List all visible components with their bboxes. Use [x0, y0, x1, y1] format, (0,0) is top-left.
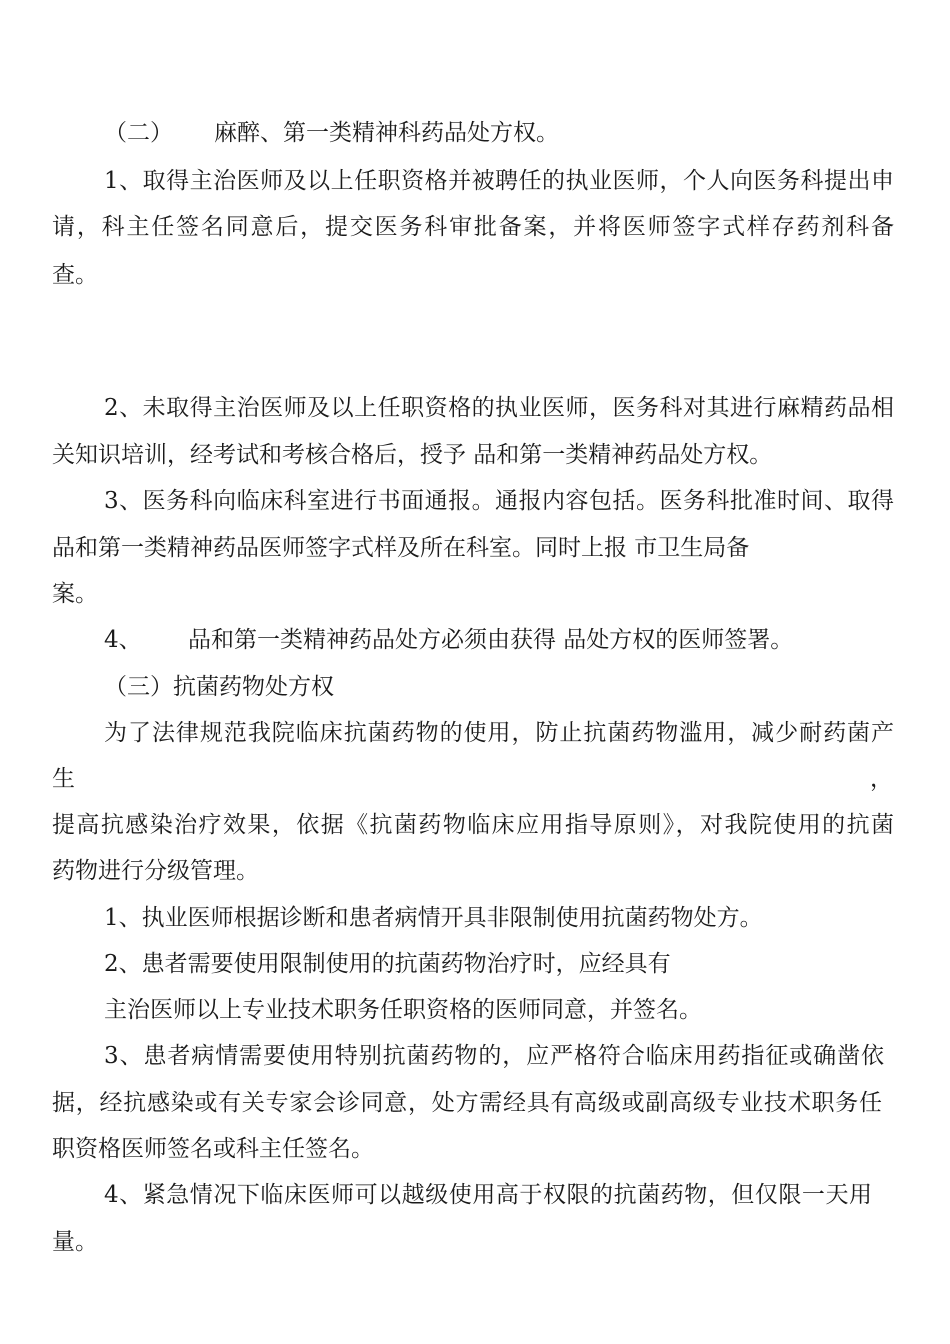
section3-heading: （三）抗菌药物处方权: [104, 674, 334, 700]
section3-item3-line3: 职资格医师签名或科主任签名。: [52, 1136, 374, 1162]
section2-item4-text: 品和第一类精神药品处方必须由获得 品处方权的医师签署。: [188, 627, 794, 653]
section2-item2-line2: 关知识培训，经考试和考核合格后，授予 品和第一类精神药品处方权。: [52, 442, 773, 468]
section3-item3-line2: 据，经抗感染或有关专家会诊同意，处方需经具有高级或副高级专业技术职务任: [52, 1090, 882, 1116]
section3-intro-line2b: ，: [870, 766, 893, 792]
section2-item1-line1: 1、取得主治医师及以上任职资格并被聘任的执业医师，个人向医务科提出申: [104, 168, 894, 194]
section3-item3-line1: 3、患者病情需要使用特别抗菌药物的，应严格符合临床用药指征或确凿依: [104, 1043, 884, 1069]
section3-item4-line2: 量。: [52, 1229, 98, 1255]
section3-item2-line2: 主治医师以上专业技术职务任职资格的医师同意，并签名。: [104, 997, 702, 1023]
section3-intro-line2a: 生: [52, 766, 75, 792]
section3-intro-line4: 药物进行分级管理。: [52, 858, 259, 884]
section2-heading-number: （二）: [104, 120, 173, 146]
section2-item2-line1: 2、未取得主治医师及以上任职资格的执业医师，医务科对其进行麻精药品相: [104, 395, 894, 421]
section2-item4-number: 4、: [104, 627, 142, 653]
section3-intro-line3: 提高抗感染治疗效果，依据《抗菌药物临床应用指导原则》，对我院使用的抗菌: [52, 812, 894, 838]
section2-item3-line2: 品和第一类精神药品医师签字式样及所在科室。同时上报 市卫生局备: [52, 535, 750, 561]
section3-item1: 1、执业医师根据诊断和患者病情开具非限制使用抗菌药物处方。: [104, 905, 763, 931]
section2-item3-line1: 3、医务科向临床科室进行书面通报。通报内容包括。医务科批准时间、取得: [104, 488, 894, 514]
section2-item1-line3: 查。: [52, 262, 98, 288]
section2-item1-line2: 请，科主任签名同意后，提交医务科审批备案，并将医师签字式样存药剂科备: [52, 214, 894, 240]
section2-item3-line3: 案。: [52, 581, 98, 607]
section2-heading: 麻醉、第一类精神科药品处方权。: [214, 120, 559, 146]
section3-intro-line1: 为了法律规范我院临床抗菌药物的使用，防止抗菌药物滥用，减少耐药菌产: [104, 720, 894, 746]
section3-item2-line1: 2、患者需要使用限制使用的抗菌药物治疗时，应经具有: [104, 951, 671, 977]
section3-item4-line1: 4、紧急情况下临床医师可以越级使用高于权限的抗菌药物，但仅限一天用: [104, 1182, 872, 1208]
